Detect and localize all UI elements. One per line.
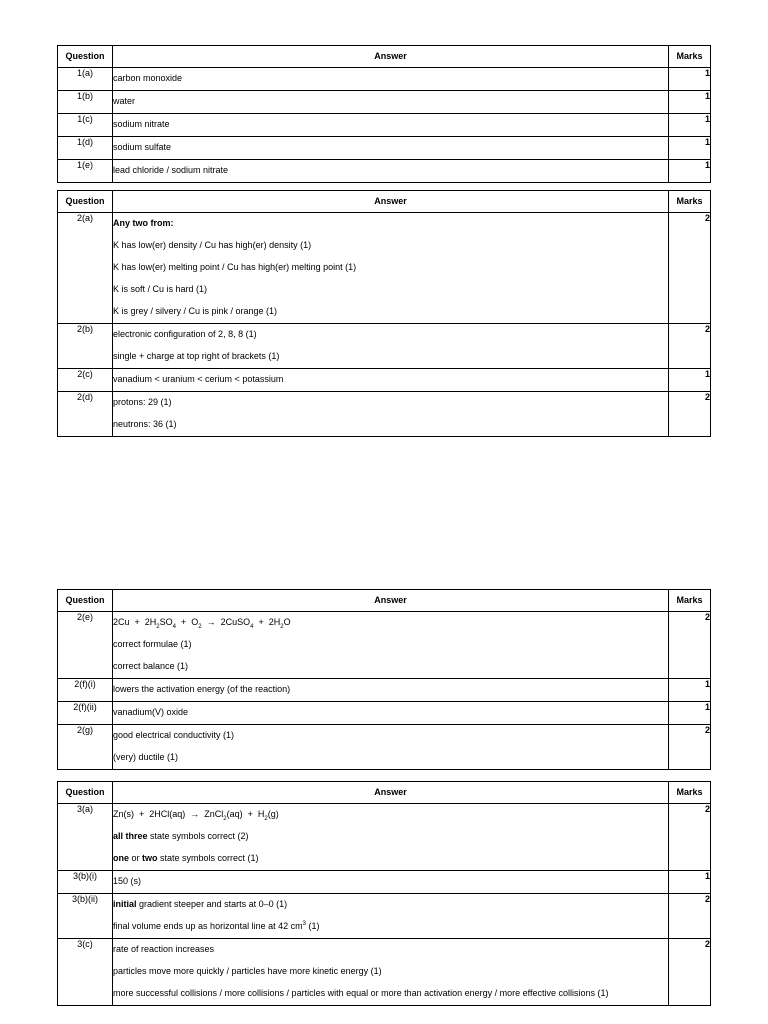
marks-value: 2	[669, 725, 711, 770]
header-row	[58, 590, 711, 612]
answer-line: more successful collisions / more collisions / particles with equal or more than activation energy / more effective collisions (1)	[113, 988, 609, 998]
answer-line: Any two from:	[113, 218, 174, 228]
table-row	[58, 213, 711, 324]
answer-header: Answer	[113, 46, 669, 68]
marks-header: Marks	[669, 590, 711, 612]
answer-cell	[113, 894, 669, 939]
table-row	[58, 324, 711, 369]
marks-value: 1	[669, 160, 711, 183]
table-row	[58, 725, 711, 770]
question-number: 2(e)	[58, 612, 113, 679]
table-row	[58, 679, 711, 702]
answer-cell	[113, 160, 669, 183]
answer-cell	[113, 804, 669, 871]
table-row	[58, 137, 711, 160]
marks-value: 2	[669, 324, 711, 369]
marks-value: 2	[669, 804, 711, 871]
marks-value: 1	[669, 871, 711, 894]
answer-cell	[113, 392, 669, 437]
answer-cell	[113, 68, 669, 91]
answer-header: Answer	[113, 590, 669, 612]
table-row	[58, 894, 711, 939]
table-row	[58, 871, 711, 894]
answer-line: particles move more quickly / particles have more kinetic energy (1)	[113, 966, 382, 976]
marks-value: 2	[669, 213, 711, 324]
table-row	[58, 114, 711, 137]
mark-scheme-table-1	[57, 45, 711, 183]
answer-cell	[113, 91, 669, 114]
answer-line: (very) ductile (1)	[113, 752, 179, 762]
answer-cell	[113, 324, 669, 369]
marks-header: Marks	[669, 191, 711, 213]
question-number: 1(a)	[58, 68, 113, 91]
answer-line: protons: 29 (1)	[113, 397, 172, 407]
answer-header: Answer	[113, 782, 669, 804]
answer-line: correct balance (1)	[113, 661, 189, 671]
question-number: 3(b)(ii)	[58, 894, 113, 939]
answer-cell	[113, 871, 669, 894]
question-header: Question	[58, 46, 113, 68]
marks-value: 1	[669, 68, 711, 91]
answer-line: K is soft / Cu is hard (1)	[113, 284, 208, 294]
answer-line: neutrons: 36 (1)	[113, 419, 177, 429]
answer-cell	[113, 137, 669, 160]
question-number: 2(a)	[58, 213, 113, 324]
answer-line: vanadium < uranium < cerium < potassium	[113, 374, 284, 384]
answer-cell	[113, 939, 669, 1006]
question-number: 3(a)	[58, 804, 113, 871]
question-header: Question	[58, 590, 113, 612]
marks-value: 1	[669, 137, 711, 160]
marks-header: Marks	[669, 782, 711, 804]
marks-header: Marks	[669, 46, 711, 68]
answer-line: K has low(er) density / Cu has high(er) density (1)	[113, 240, 312, 250]
marks-value: 1	[669, 369, 711, 392]
marks-value: 2	[669, 939, 711, 1006]
marks-value: 2	[669, 612, 711, 679]
marks-value: 2	[669, 392, 711, 437]
question-number: 1(d)	[58, 137, 113, 160]
answer-line: correct formulae (1)	[113, 639, 192, 649]
answer-cell	[113, 725, 669, 770]
table-row	[58, 68, 711, 91]
answer-line: good electrical conductivity (1)	[113, 730, 235, 740]
question-number: 1(e)	[58, 160, 113, 183]
header-row	[58, 191, 711, 213]
answer-line: final volume ends up as horizontal line at 42 $cm^3$ (1)	[113, 921, 320, 931]
answer-cell	[113, 369, 669, 392]
equation-line: Zn(s) + 2HCl(aq) → ZnCl$_2$(aq) + $H_2(g)$	[113, 809, 279, 822]
table-row	[58, 392, 711, 437]
question-number: 3(c)	[58, 939, 113, 1006]
question-number: 3(b)(i)	[58, 871, 113, 894]
answer-line: water	[113, 96, 136, 106]
table-row	[58, 702, 711, 725]
answer-line: electronic configuration of 2, 8, 8 (1)	[113, 329, 257, 339]
answer-line: K is grey / silvery / Cu is pink / orange (1)	[113, 306, 278, 316]
table-row	[58, 939, 711, 1006]
table-row	[58, 160, 711, 183]
answer-line: 150 (s)	[113, 876, 142, 886]
table-row	[58, 91, 711, 114]
answer-line: K has low(er) melting point / Cu has high(er) melting point (1)	[113, 262, 357, 272]
table-row	[58, 612, 711, 679]
marks-value: 1	[669, 114, 711, 137]
answer-line: lead chloride / sodium nitrate	[113, 165, 229, 175]
question-number: 1(b)	[58, 91, 113, 114]
answer-line: sodium sulfate	[113, 142, 172, 152]
mark-scheme-table-4	[57, 781, 711, 1006]
question-number: 2(d)	[58, 392, 113, 437]
answer-line: initial gradient steeper and starts at 0–0 (1)	[113, 899, 288, 909]
answer-line: carbon monoxide	[113, 73, 183, 83]
equation-line: $2Cu + 2H_2SO_4 + O_2$ → 2CuSO$_4$ + $2H_2O$	[113, 617, 291, 630]
question-header: Question	[58, 191, 113, 213]
answer-line: one or two state symbols correct (1)	[113, 853, 259, 863]
mark-scheme-table-2	[57, 190, 711, 437]
marks-value: 1	[669, 702, 711, 725]
answer-cell	[113, 213, 669, 324]
question-number: 2(b)	[58, 324, 113, 369]
answer-cell	[113, 702, 669, 725]
answer-line: sodium nitrate	[113, 119, 170, 129]
answer-cell	[113, 612, 669, 679]
marks-value: 1	[669, 91, 711, 114]
mark-scheme-table-3	[57, 589, 711, 770]
answer-line: lowers the activation energy (of the reaction)	[113, 684, 291, 694]
marks-value: 2	[669, 894, 711, 939]
answer-header: Answer	[113, 191, 669, 213]
question-number: 2(g)	[58, 725, 113, 770]
question-number: 2(c)	[58, 369, 113, 392]
header-row	[58, 46, 711, 68]
question-number: 2(f)(i)	[58, 679, 113, 702]
table-row	[58, 369, 711, 392]
answer-cell	[113, 114, 669, 137]
table-row	[58, 804, 711, 871]
answer-line: vanadium(V) oxide	[113, 707, 189, 717]
question-number: 1(c)	[58, 114, 113, 137]
answer-line: all three state symbols correct (2)	[113, 831, 249, 841]
marks-value: 1	[669, 679, 711, 702]
question-number: 2(f)(ii)	[58, 702, 113, 725]
header-row	[58, 782, 711, 804]
answer-cell	[113, 679, 669, 702]
answer-line: single + charge at top right of brackets (1)	[113, 351, 280, 361]
answer-line: rate of reaction increases	[113, 944, 215, 954]
question-header: Question	[58, 782, 113, 804]
